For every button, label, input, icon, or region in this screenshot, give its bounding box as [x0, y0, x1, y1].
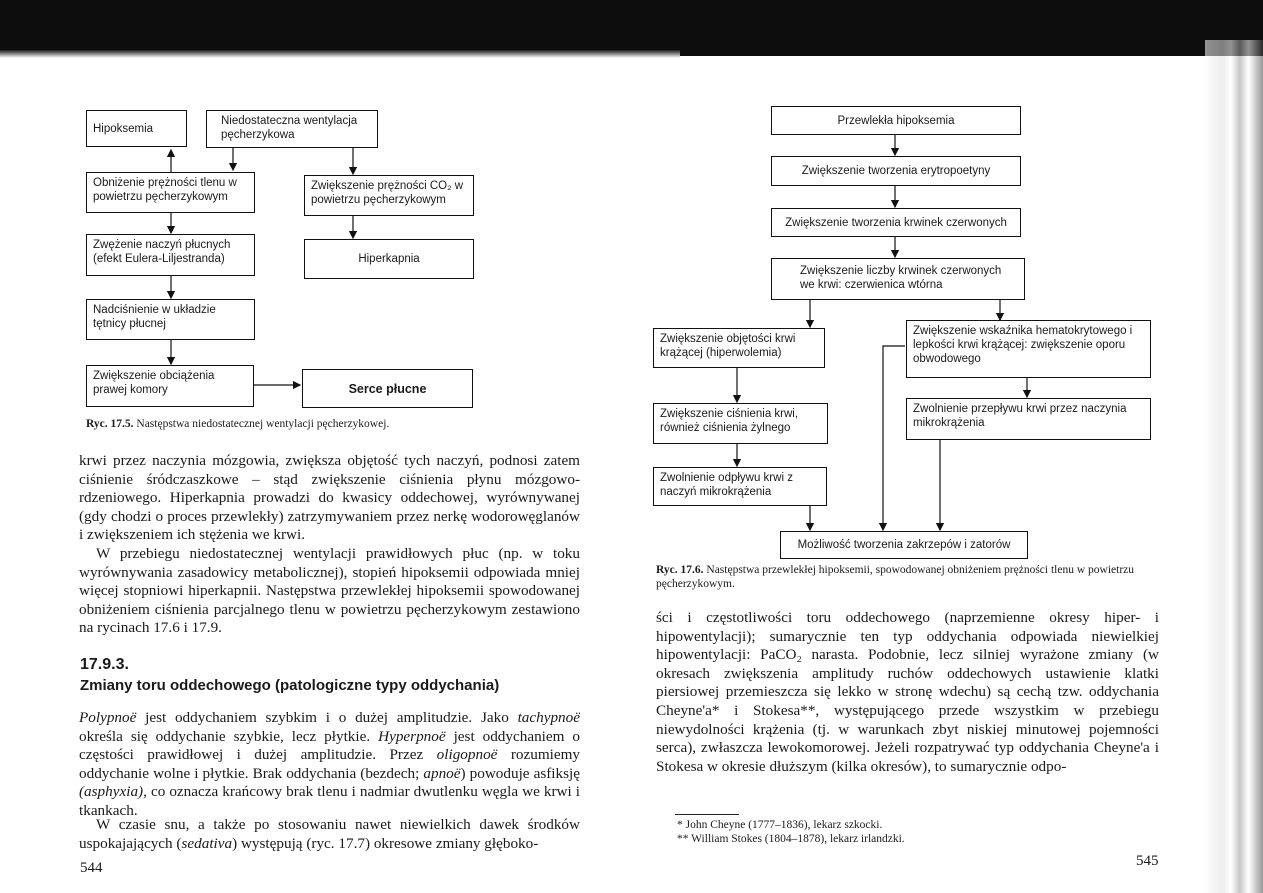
box-obciazenie-prawej-komory: Zwiększenie obciążenia prawej komory — [86, 365, 254, 407]
box-liczba-krwinek: Zwiększenie liczby krwinek czerwonych we krwi: czerwienica wtórna — [771, 258, 1025, 300]
footnote-stokes: ** William Stokes (1804–1878), lekarz irlandzki. — [677, 833, 905, 845]
box-nadcisnienie: Nadciśnienie w układzie tętnicy płucnej — [86, 299, 255, 340]
left-paragraph-3: Polypnoë jest oddychaniem szybkim i o dużej amplitudzie. Jako tachypnoë określa się oddychanie szybkie, lecz płytkie. Hyperpnoë jest oddychaniem o częstości prawidłowej i dużej amplitudzie. Przez oligopnoë rozumiemy oddychanie wolne i płytkie. Brak oddychania (bezdech; apnoë) powoduje asfiksję (asphyxia), co oznacza krańcowy brak tlenu i nadmiar dwutlenku węgla we krwi i tkankach. — [79, 709, 581, 819]
left-paragraph-4: W czasie snu, a także po stosowaniu nawet niewielkich dawek środków uspokajających (sedativa) występują (ryc. 17.7) okresowe zmiany głęboko- — [79, 816, 580, 852]
box-hiperkapnia: Hiperkapnia — [304, 239, 474, 279]
figure-caption-17-5 — [86, 417, 506, 431]
box-wskaznik-hematokrytowy: Zwiększenie wskaźnika hematokrytowego i lepkości krwi krążącej: zwiększenie oporu obwodowego — [906, 320, 1151, 378]
left-paragraph-2: W przebiegu niedostatecznej wentylacji prawidłowych płuc (np. w toku wyrównywania zasadowicy metabolicznej), stopień hipoksemii odpowiada mniej więcej stopniowi hiperkapnii. Następstwa przewlekłej hipoksemii spowodowanej obniżeniem ciśnienia parcjalnego tlenu w powietrzu pęcherzykowym zestawiono na rycinach 17.6 i 17.9. — [79, 545, 580, 637]
footnote-rule — [675, 814, 739, 815]
box-tworzenie-krwinek: Zwiększenie tworzenia krwinek czerwonych — [771, 208, 1021, 237]
box-przewlekla-hipoksemia: Przewlekła hipoksemia — [771, 106, 1021, 135]
box-tworzenie-erytropoetyny: Zwiększenie tworzenia erytropoetyny — [771, 156, 1021, 186]
caption-label: Ryc. 17.5. — [86, 418, 134, 430]
box-zwezenie-naczyn: Zwężenie naczyń płucnych (efekt Eulera-Liljestranda) — [86, 234, 255, 276]
footnote-cheyne: * John Cheyne (1777–1836), lekarz szkocki. — [677, 819, 883, 831]
box-cisnienie-krwi: Zwiększenie ciśnienia krwi, również ciśnienia żylnego — [653, 403, 828, 444]
caption-text: Następstwa niedostatecznej wentylacji pęcherzykowej. — [136, 418, 390, 430]
box-serce-plucne: Serce płucne — [302, 369, 473, 408]
box-hipoksemia: Hipoksemia — [86, 110, 187, 147]
box-zakrzepy-zatory: Możliwość tworzenia zakrzepów i zatorów — [780, 531, 1028, 559]
page-number-left: 544 — [80, 860, 103, 876]
section-title: Zmiany toru oddechowego (patologiczne typy oddychania) — [80, 677, 500, 694]
box-niedostateczna-wentylacja: Niedostateczna wentylacja pęcherzykowa — [206, 110, 378, 148]
section-number: 17.9.3. — [80, 656, 129, 673]
box-zwolnienie-przeplywu: Zwolnienie przepływu krwi przez naczynia mikrokrążenia — [906, 398, 1151, 440]
box-zwolnienie-odplywu: Zwolnienie odpływu krwi z naczyń mikrokrążenia — [653, 467, 827, 506]
right-paragraph-1: ści i częstotliwości toru oddechowego (naprzemienne okresy hiper- i hipowentylacji); sumarycznie ten typ oddychania odpowiada niewielkiej hipowentylacji: PaCO₂ narasta. Podobnie, lecz silniej wyrażone zmiany (w okresach zwiększenia amplitudy ruchów oddechowych ustawienie klatki piersiowej przemieszcza się lekko w stronę wdechu) są cechą tzw. oddychania Cheyne'a* i Stokesa**, występującego przede wszystkim w przebiegu niewydolności krążenia (tj. w warunkach zbyt niskiej minutowej pojemności serca), zwłaszcza lewokomorowej. Jeżeli rozpatrywać typ oddychania Cheyne'a i Stokesa w okresie dłuższym (kilka okresów), to sumarycznie odpo- — [656, 609, 1159, 775]
box-obnizenie-preznosci-tlenu: Obniżenie prężności tlenu w powietrzu pęcherzykowym — [86, 172, 255, 213]
page-number-right: 545 — [1136, 853, 1159, 869]
left-paragraph-1: krwi przez naczynia mózgowia, zwiększa objętość tych naczyń, podnosi zatem ciśnienie śródczaszkowe – stąd zwiększenie ciśnienia płynu mózgowo-rdzeniowego. Hiperkapnia prowadzi do kwasicy oddechowej, wyrównywanej (gdy chodzi o proces przewlekły) zatrzymywaniem przez nerkę wodorowęglanów i zwiększeniem ich stężenia we krwi. — [79, 452, 580, 544]
figure-caption-17-6 — [656, 563, 1158, 591]
caption-text: Następstwa przewlekłej hipoksemii, spowodowanej obniżeniem prężności tlenu w powietrzu pęcherzykowym. — [656, 564, 1135, 590]
box-objetosc-krwi: Zwiększenie objętości krwi krążącej (hiperwolemia) — [653, 328, 825, 368]
box-zwiekszenie-preznosci-co2: Zwiększenie prężności CO₂ w powietrzu pęcherzykowym — [304, 175, 474, 216]
caption-label: Ryc. 17.6. — [656, 564, 704, 576]
